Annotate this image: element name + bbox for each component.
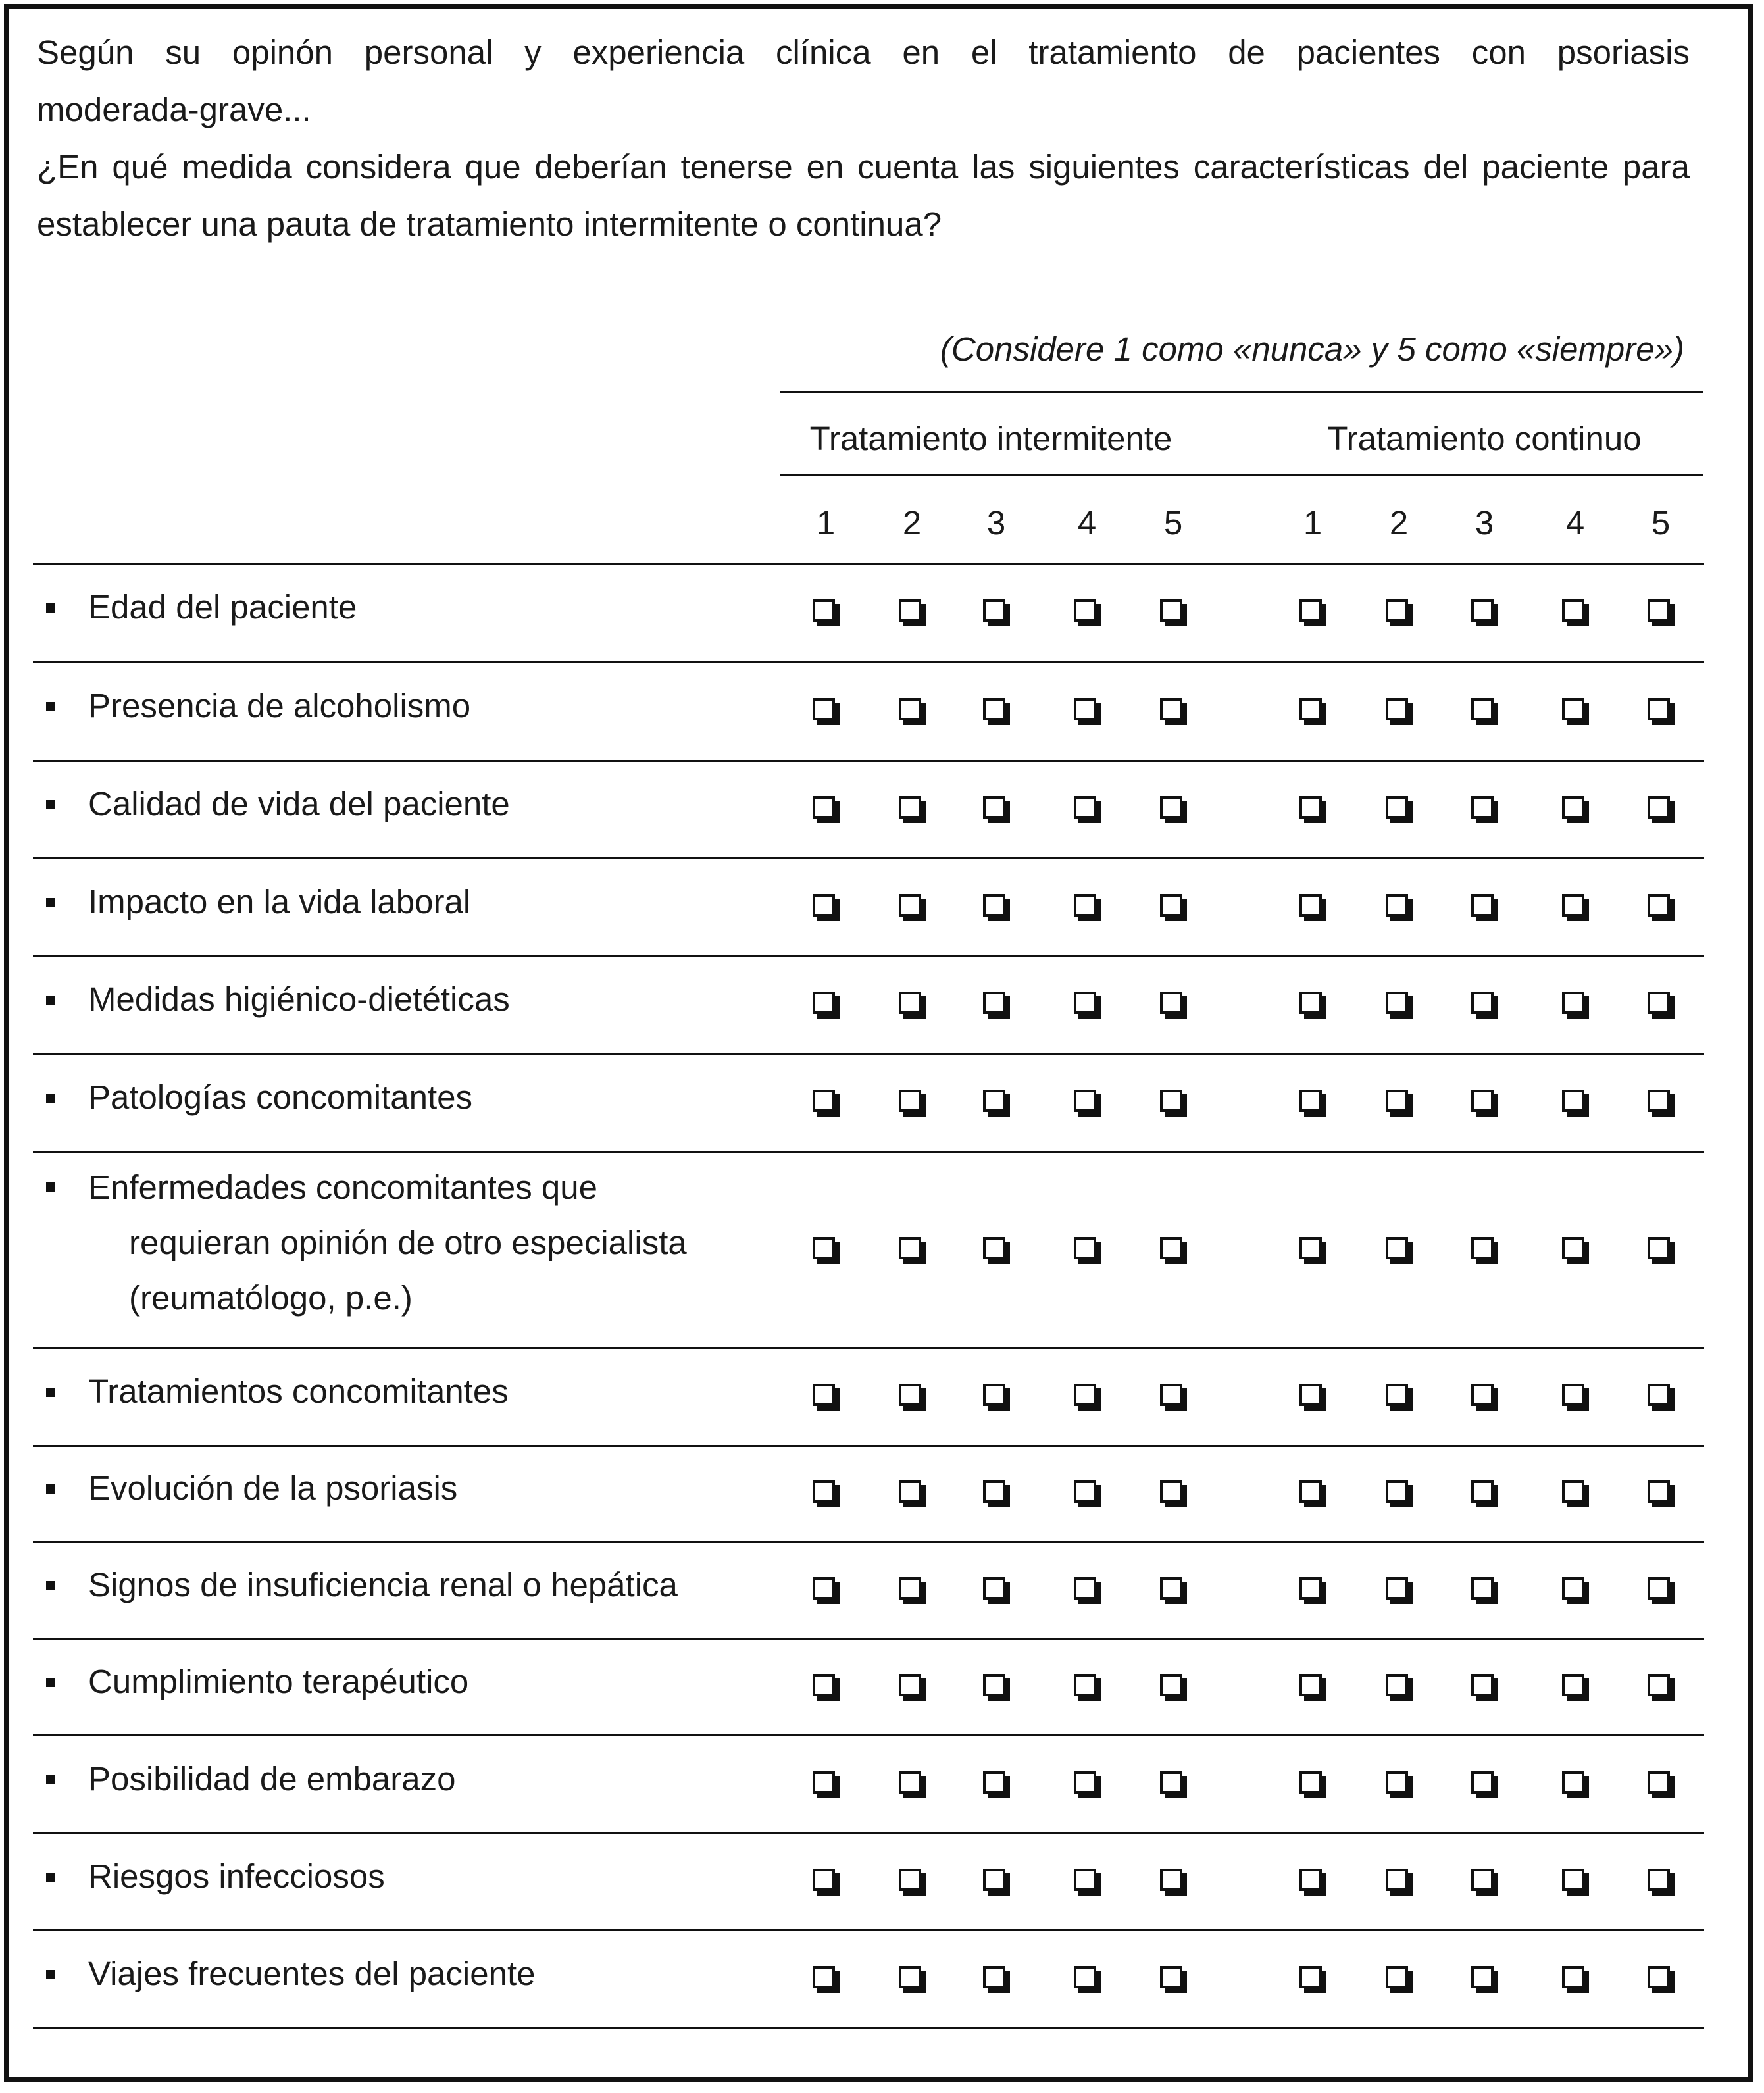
continuous-rating-4-checkbox[interactable]	[1562, 1577, 1584, 1600]
continuous-rating-3-checkbox[interactable]	[1471, 1869, 1494, 1891]
scale-note: (Considere 1 como «nunca» y 5 como «siempre»)	[940, 330, 1684, 368]
continuous-rating-3-checkbox[interactable]	[1471, 1577, 1494, 1600]
table-row	[33, 761, 1704, 858]
bullet-icon	[46, 1775, 55, 1784]
continuous-rating-5-checkbox[interactable]	[1648, 1090, 1670, 1112]
scale-number: 3	[1474, 504, 1494, 542]
group-header-continuous: Tratamiento continuo	[1327, 420, 1642, 457]
intermittent-rating-2-checkbox[interactable]	[899, 599, 921, 622]
item-label: Presencia de alcoholismo	[88, 687, 471, 724]
continuous-rating-5-checkbox[interactable]	[1648, 796, 1670, 819]
continuous-rating-4-checkbox[interactable]	[1562, 1384, 1584, 1406]
bullet-icon	[46, 1182, 55, 1192]
row-divider	[33, 2027, 1704, 2029]
continuous-rating-2-checkbox[interactable]	[1386, 796, 1408, 819]
group-header-intermittent: Tratamiento intermitente	[809, 420, 1172, 457]
intro-line-1: Según su opinón personal y experiencia clínica en el tratamiento de pacientes con psoriasis	[37, 34, 1690, 71]
intermittent-rating-4-checkbox[interactable]	[1074, 796, 1096, 819]
bullet-icon	[46, 1581, 55, 1590]
continuous-rating-3-checkbox[interactable]	[1471, 1674, 1494, 1696]
table-row	[33, 858, 1704, 956]
item-label	[88, 1160, 687, 1326]
intermittent-rating-2-checkbox[interactable]	[899, 698, 921, 720]
continuous-rating-2-checkbox[interactable]	[1386, 1966, 1408, 1988]
table-row	[33, 1833, 1704, 1930]
continuous-rating-3-checkbox[interactable]	[1471, 796, 1494, 819]
scale-number: 3	[986, 504, 1006, 542]
bullet-icon	[46, 996, 55, 1005]
continuous-rating-3-checkbox[interactable]	[1471, 698, 1494, 720]
intermittent-rating-4-checkbox[interactable]	[1074, 698, 1096, 720]
item-label: Riesgos infecciosos	[88, 1857, 385, 1895]
continuous-rating-5-checkbox[interactable]	[1648, 1384, 1670, 1406]
continuous-rating-5-checkbox[interactable]	[1648, 894, 1670, 917]
continuous-rating-5-checkbox[interactable]	[1648, 992, 1670, 1014]
scale-number: 2	[1389, 504, 1409, 542]
continuous-rating-1-checkbox[interactable]	[1299, 1237, 1322, 1259]
intermittent-rating-2-checkbox[interactable]	[899, 1869, 921, 1891]
intermittent-rating-3-checkbox[interactable]	[983, 1577, 1005, 1600]
item-label: Calidad de vida del paciente	[88, 785, 510, 822]
continuous-rating-1-checkbox[interactable]	[1299, 992, 1322, 1014]
intermittent-rating-2-checkbox[interactable]	[899, 1480, 921, 1503]
bullet-icon	[46, 1484, 55, 1494]
intro-line-2: moderada-grave...	[37, 91, 311, 128]
bullet-icon	[46, 1970, 55, 1979]
intro-text	[37, 24, 1690, 253]
continuous-rating-2-checkbox[interactable]	[1386, 1577, 1408, 1600]
continuous-rating-1-checkbox[interactable]	[1299, 1480, 1322, 1503]
continuous-rating-2-checkbox[interactable]	[1386, 1480, 1408, 1503]
continuous-rating-2-checkbox[interactable]	[1386, 698, 1408, 720]
continuous-rating-2-checkbox[interactable]	[1386, 1771, 1408, 1794]
intermittent-rating-2-checkbox[interactable]	[899, 1384, 921, 1406]
intermittent-rating-5-checkbox[interactable]	[1160, 1869, 1182, 1891]
continuous-rating-4-checkbox[interactable]	[1562, 992, 1584, 1014]
intermittent-rating-3-checkbox[interactable]	[983, 698, 1005, 720]
continuous-rating-4-checkbox[interactable]	[1562, 698, 1584, 720]
intermittent-rating-4-checkbox[interactable]	[1074, 1966, 1096, 1988]
intermittent-rating-3-checkbox[interactable]	[983, 1480, 1005, 1503]
continuous-rating-5-checkbox[interactable]	[1648, 1771, 1670, 1794]
bullet-icon	[46, 898, 55, 907]
intermittent-rating-5-checkbox[interactable]	[1160, 796, 1182, 819]
item-label-line: requieran opinión de otro especialista	[129, 1224, 687, 1261]
continuous-rating-1-checkbox[interactable]	[1299, 1090, 1322, 1112]
continuous-rating-1-checkbox[interactable]	[1299, 796, 1322, 819]
scale-number: 4	[1077, 504, 1097, 542]
table-row	[33, 1542, 1704, 1638]
bullet-icon	[46, 1388, 55, 1397]
intermittent-rating-2-checkbox[interactable]	[899, 894, 921, 917]
continuous-rating-2-checkbox[interactable]	[1386, 1237, 1408, 1259]
continuous-rating-2-checkbox[interactable]	[1386, 992, 1408, 1014]
continuous-rating-5-checkbox[interactable]	[1648, 1966, 1670, 1988]
intermittent-rating-4-checkbox[interactable]	[1074, 1237, 1096, 1259]
intro-question: ¿En qué medida considera que deberían tenerse en cuenta las siguientes características del paciente para establecer una pauta de tratamiento intermitente o continua?	[37, 148, 1690, 243]
intermittent-rating-1-checkbox[interactable]	[813, 1090, 835, 1112]
continuous-rating-4-checkbox[interactable]	[1562, 1237, 1584, 1259]
intermittent-rating-1-checkbox[interactable]	[813, 1384, 835, 1406]
intermittent-rating-4-checkbox[interactable]	[1074, 1577, 1096, 1600]
bullet-icon	[46, 1678, 55, 1687]
continuous-rating-3-checkbox[interactable]	[1471, 1237, 1494, 1259]
intermittent-rating-1-checkbox[interactable]	[813, 992, 835, 1014]
intermittent-rating-4-checkbox[interactable]	[1074, 1384, 1096, 1406]
scale-number: 1	[1303, 504, 1323, 542]
item-label: Tratamientos concomitantes	[88, 1372, 509, 1410]
continuous-rating-5-checkbox[interactable]	[1648, 1577, 1670, 1600]
intermittent-rating-4-checkbox[interactable]	[1074, 1771, 1096, 1794]
header-divider-middle	[780, 474, 1703, 476]
continuous-rating-4-checkbox[interactable]	[1562, 599, 1584, 622]
intermittent-rating-4-checkbox[interactable]	[1074, 992, 1096, 1014]
table-row	[33, 563, 1704, 662]
scale-number: 1	[816, 504, 836, 542]
continuous-rating-1-checkbox[interactable]	[1299, 894, 1322, 917]
table-row	[33, 1638, 1704, 1735]
intermittent-rating-5-checkbox[interactable]	[1160, 1577, 1182, 1600]
intermittent-rating-2-checkbox[interactable]	[899, 1771, 921, 1794]
intermittent-rating-2-checkbox[interactable]	[899, 1577, 921, 1600]
table-row	[33, 1053, 1704, 1152]
continuous-rating-1-checkbox[interactable]	[1299, 1384, 1322, 1406]
continuous-rating-2-checkbox[interactable]	[1386, 894, 1408, 917]
continuous-rating-3-checkbox[interactable]	[1471, 1966, 1494, 1988]
intermittent-rating-2-checkbox[interactable]	[899, 796, 921, 819]
intermittent-rating-3-checkbox[interactable]	[983, 1869, 1005, 1891]
continuous-rating-1-checkbox[interactable]	[1299, 1966, 1322, 1988]
item-label: Patologías concomitantes	[88, 1078, 473, 1116]
continuous-rating-1-checkbox[interactable]	[1299, 1577, 1322, 1600]
continuous-rating-1-checkbox[interactable]	[1299, 599, 1322, 622]
continuous-rating-4-checkbox[interactable]	[1562, 1869, 1584, 1891]
intermittent-rating-3-checkbox[interactable]	[983, 894, 1005, 917]
continuous-rating-3-checkbox[interactable]	[1471, 1384, 1494, 1406]
intermittent-rating-3-checkbox[interactable]	[983, 1237, 1005, 1259]
continuous-rating-1-checkbox[interactable]	[1299, 1869, 1322, 1891]
item-label: Evolución de la psoriasis	[88, 1469, 458, 1507]
continuous-rating-2-checkbox[interactable]	[1386, 1384, 1408, 1406]
intermittent-rating-3-checkbox[interactable]	[983, 796, 1005, 819]
intermittent-rating-1-checkbox[interactable]	[813, 1966, 835, 1988]
intermittent-rating-3-checkbox[interactable]	[983, 1966, 1005, 1988]
table-row	[33, 1446, 1704, 1542]
continuous-rating-4-checkbox[interactable]	[1562, 1090, 1584, 1112]
bullet-icon	[46, 603, 55, 613]
table-row	[33, 1348, 1704, 1446]
continuous-rating-4-checkbox[interactable]	[1562, 1674, 1584, 1696]
item-label: Posibilidad de embarazo	[88, 1759, 456, 1798]
intermittent-rating-2-checkbox[interactable]	[899, 1090, 921, 1112]
intermittent-rating-5-checkbox[interactable]	[1160, 1674, 1182, 1696]
intermittent-rating-1-checkbox[interactable]	[813, 1771, 835, 1794]
intermittent-rating-2-checkbox[interactable]	[899, 1237, 921, 1259]
intermittent-rating-5-checkbox[interactable]	[1160, 1237, 1182, 1259]
continuous-rating-3-checkbox[interactable]	[1471, 1480, 1494, 1503]
intermittent-rating-1-checkbox[interactable]	[813, 599, 835, 622]
intermittent-rating-3-checkbox[interactable]	[983, 992, 1005, 1014]
intermittent-rating-4-checkbox[interactable]	[1074, 1480, 1096, 1503]
continuous-rating-2-checkbox[interactable]	[1386, 1090, 1408, 1112]
continuous-rating-5-checkbox[interactable]	[1648, 698, 1670, 720]
continuous-rating-4-checkbox[interactable]	[1562, 1966, 1584, 1988]
item-label-line: (reumatólogo, p.e.)	[129, 1279, 413, 1317]
intermittent-rating-1-checkbox[interactable]	[813, 1577, 835, 1600]
intermittent-rating-5-checkbox[interactable]	[1160, 894, 1182, 917]
intermittent-rating-2-checkbox[interactable]	[899, 1966, 921, 1988]
intermittent-rating-4-checkbox[interactable]	[1074, 1869, 1096, 1891]
continuous-rating-4-checkbox[interactable]	[1562, 894, 1584, 917]
continuous-rating-4-checkbox[interactable]	[1562, 796, 1584, 819]
continuous-rating-3-checkbox[interactable]	[1471, 1771, 1494, 1794]
table-row	[33, 662, 1704, 761]
bullet-icon	[46, 1094, 55, 1103]
continuous-rating-3-checkbox[interactable]	[1471, 1090, 1494, 1112]
item-label: Signos de insuficiencia renal o hepática	[88, 1565, 678, 1603]
continuous-rating-4-checkbox[interactable]	[1562, 1771, 1584, 1794]
item-label-line: Enfermedades concomitantes que	[88, 1169, 597, 1206]
intermittent-rating-3-checkbox[interactable]	[983, 1674, 1005, 1696]
intermittent-rating-5-checkbox[interactable]	[1160, 599, 1182, 622]
continuous-rating-3-checkbox[interactable]	[1471, 894, 1494, 917]
continuous-rating-5-checkbox[interactable]	[1648, 1674, 1670, 1696]
table-row	[33, 1735, 1704, 1833]
item-label: Viajes frecuentes del paciente	[88, 1954, 536, 1992]
intermittent-rating-5-checkbox[interactable]	[1160, 992, 1182, 1014]
continuous-rating-1-checkbox[interactable]	[1299, 1674, 1322, 1696]
intermittent-rating-4-checkbox[interactable]	[1074, 1090, 1096, 1112]
item-label: Edad del paciente	[88, 588, 357, 626]
continuous-rating-1-checkbox[interactable]	[1299, 1771, 1322, 1794]
table-row	[33, 1152, 1704, 1348]
intermittent-rating-1-checkbox[interactable]	[813, 1237, 835, 1259]
intermittent-rating-4-checkbox[interactable]	[1074, 1674, 1096, 1696]
intermittent-rating-1-checkbox[interactable]	[813, 1869, 835, 1891]
table-row	[33, 956, 1704, 1053]
intermittent-rating-5-checkbox[interactable]	[1160, 1480, 1182, 1503]
intermittent-rating-5-checkbox[interactable]	[1160, 1384, 1182, 1406]
intermittent-rating-1-checkbox[interactable]	[813, 1674, 835, 1696]
continuous-rating-3-checkbox[interactable]	[1471, 599, 1494, 622]
intermittent-rating-5-checkbox[interactable]	[1160, 698, 1182, 720]
bullet-icon	[46, 702, 55, 711]
item-label: Cumplimiento terapéutico	[88, 1662, 469, 1700]
header-divider-top	[780, 391, 1703, 393]
item-label: Medidas higiénico-dietéticas	[88, 980, 510, 1018]
intermittent-rating-2-checkbox[interactable]	[899, 1674, 921, 1696]
continuous-rating-2-checkbox[interactable]	[1386, 1674, 1408, 1696]
bullet-icon	[46, 800, 55, 809]
scale-number: 4	[1565, 504, 1585, 542]
continuous-rating-2-checkbox[interactable]	[1386, 1869, 1408, 1891]
intermittent-rating-1-checkbox[interactable]	[813, 894, 835, 917]
table-row	[33, 1930, 1704, 2028]
scale-number: 5	[1651, 504, 1671, 542]
continuous-rating-1-checkbox[interactable]	[1299, 698, 1322, 720]
intermittent-rating-4-checkbox[interactable]	[1074, 894, 1096, 917]
intermittent-rating-3-checkbox[interactable]	[983, 1090, 1005, 1112]
continuous-rating-5-checkbox[interactable]	[1648, 1237, 1670, 1259]
scale-number: 2	[902, 504, 922, 542]
continuous-rating-5-checkbox[interactable]	[1648, 1869, 1670, 1891]
intermittent-rating-1-checkbox[interactable]	[813, 698, 835, 720]
continuous-rating-2-checkbox[interactable]	[1386, 599, 1408, 622]
item-label: Impacto en la vida laboral	[88, 882, 471, 920]
intermittent-rating-5-checkbox[interactable]	[1160, 1090, 1182, 1112]
intermittent-rating-4-checkbox[interactable]	[1074, 599, 1096, 622]
continuous-rating-4-checkbox[interactable]	[1562, 1480, 1584, 1503]
intermittent-rating-3-checkbox[interactable]	[983, 1384, 1005, 1406]
continuous-rating-5-checkbox[interactable]	[1648, 1480, 1670, 1503]
scale-number: 5	[1163, 504, 1183, 542]
intermittent-rating-3-checkbox[interactable]	[983, 599, 1005, 622]
bullet-icon	[46, 1873, 55, 1882]
intermittent-rating-3-checkbox[interactable]	[983, 1771, 1005, 1794]
intermittent-rating-5-checkbox[interactable]	[1160, 1966, 1182, 1988]
intermittent-rating-5-checkbox[interactable]	[1160, 1771, 1182, 1794]
intermittent-rating-1-checkbox[interactable]	[813, 1480, 835, 1503]
continuous-rating-3-checkbox[interactable]	[1471, 992, 1494, 1014]
intermittent-rating-2-checkbox[interactable]	[899, 992, 921, 1014]
intermittent-rating-1-checkbox[interactable]	[813, 796, 835, 819]
continuous-rating-5-checkbox[interactable]	[1648, 599, 1670, 622]
